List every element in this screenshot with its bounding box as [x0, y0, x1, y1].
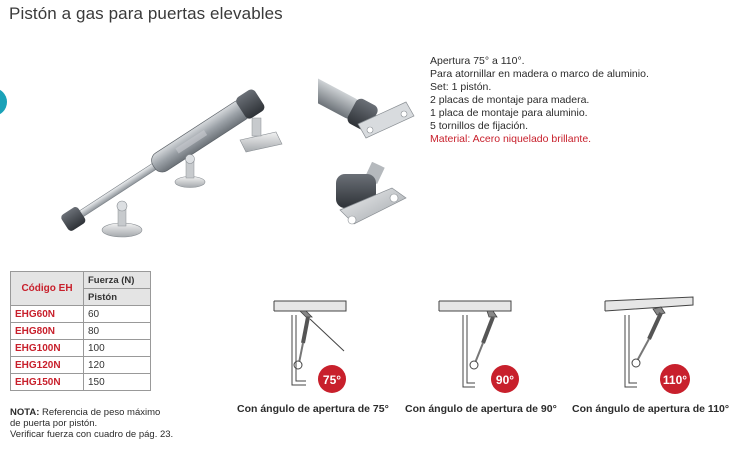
force-header: Fuerza (N)	[84, 272, 151, 289]
angle-diagram-75	[272, 295, 362, 395]
angle-badge: 90°	[495, 373, 515, 387]
piston-detail-photo-bottom	[330, 162, 410, 242]
table-row	[11, 357, 151, 374]
force-cell: 60	[84, 306, 151, 323]
code-cell: EHG100N	[11, 340, 84, 357]
page-title: Pistón a gas para puertas elevables	[9, 4, 283, 23]
force-cell: 150	[84, 374, 151, 391]
piston-header: Pistón	[84, 289, 151, 306]
description-line: 5 tornillos de fijación.	[430, 120, 529, 132]
description-line: Apertura 75° a 110°.	[430, 55, 525, 67]
code-cell: EHG60N	[11, 306, 84, 323]
angle-badge: 110°	[662, 373, 688, 387]
force-table	[10, 271, 151, 391]
table-row	[11, 323, 151, 340]
description-line: 2 placas de montaje para madera.	[430, 94, 590, 106]
note-text: Referencia de peso máximo	[39, 407, 161, 418]
note-text: de puerta por pistón.	[10, 418, 98, 429]
angle-diagram-110	[603, 295, 703, 395]
angle-caption-110: Con ángulo de apertura de 110°	[572, 403, 730, 415]
table-row	[11, 374, 151, 391]
code-header: Código EH	[11, 272, 84, 306]
table-row	[11, 306, 151, 323]
product-description	[430, 55, 649, 146]
page-tab-marker	[0, 88, 7, 116]
description-line: 1 placa de montaje para aluminio.	[430, 107, 588, 119]
piston-detail-photo-top	[318, 78, 418, 143]
code-cell: EHG120N	[11, 357, 84, 374]
description-line: Set: 1 pistón.	[430, 81, 492, 93]
table-header-row	[11, 272, 151, 289]
angle-caption-75: Con ángulo de apertura de 75°	[237, 403, 389, 415]
note-text: Verificar fuerza con cuadro de pág. 23.	[10, 429, 174, 440]
code-cell: EHG150N	[11, 374, 84, 391]
code-cell: EHG80N	[11, 323, 84, 340]
material-line: Material: Acero niquelado brillante.	[430, 133, 592, 145]
gas-piston-photo	[40, 78, 290, 243]
angle-caption-90: Con ángulo de apertura de 90°	[405, 403, 557, 415]
table-note	[10, 407, 173, 440]
angle-badge: 75°	[322, 373, 342, 387]
force-cell: 80	[84, 323, 151, 340]
note-label: NOTA:	[10, 407, 40, 418]
force-cell: 120	[84, 357, 151, 374]
table-row	[11, 340, 151, 357]
force-cell: 100	[84, 340, 151, 357]
angle-diagram-90	[437, 295, 527, 395]
description-line: Para atornillar en madera o marco de aluminio.	[430, 68, 649, 80]
